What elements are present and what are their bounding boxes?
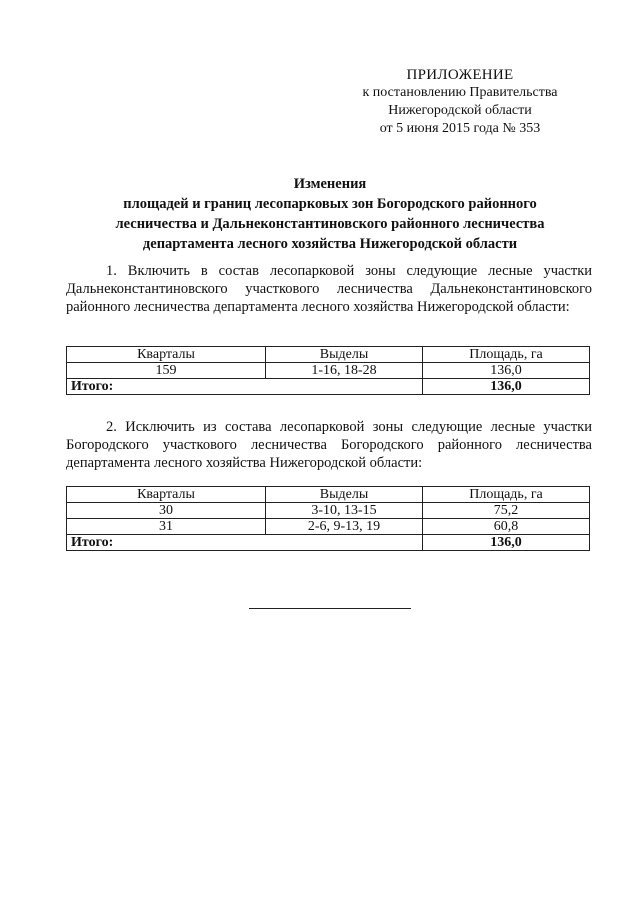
total-label: Итого: bbox=[67, 379, 423, 395]
table-header-row bbox=[67, 347, 590, 363]
total-value: 136,0 bbox=[423, 535, 590, 551]
section-1-text: 1. Включить в состав лесопарковой зоны следующие лесные участки Дальнеконстантиновского участкового лесничества Дальнеконстантиновского районного лесничества департамента лесного хозяйства Нижегородской области: bbox=[66, 263, 592, 315]
table-row bbox=[67, 363, 590, 379]
title-line-1: Изменения bbox=[293, 176, 367, 192]
document-title bbox=[70, 174, 590, 254]
title-line-2: площадей и границ лесопарковых зон Богородского районного bbox=[123, 196, 537, 212]
title-line-3: лесничества и Дальнеконстантиновского районного лесничества bbox=[115, 216, 545, 232]
header-vydely: Выделы bbox=[266, 347, 423, 363]
appendix-line-2: Нижегородской области bbox=[388, 103, 532, 118]
appendix-heading: ПРИЛОЖЕНИЕ bbox=[406, 67, 514, 83]
table-include bbox=[66, 346, 590, 395]
cell-vydely: 1-16, 18-28 bbox=[266, 363, 423, 379]
cell-kvartal: 159 bbox=[67, 363, 266, 379]
table-exclude bbox=[66, 486, 590, 551]
section-2-text: 2. Исключить из состава лесопарковой зоны следующие лесные участки Богородского участкового лесничества Богородского районного лесничества департамента лесного хозяйства Нижегородской области: bbox=[66, 419, 592, 471]
total-label: Итого: bbox=[67, 535, 423, 551]
table-row bbox=[67, 503, 590, 519]
cell-kvartal: 31 bbox=[67, 519, 266, 535]
table-header-row bbox=[67, 487, 590, 503]
appendix-block bbox=[340, 66, 580, 138]
total-value: 136,0 bbox=[423, 379, 590, 395]
closing-divider bbox=[249, 608, 411, 609]
header-kvartaly: Кварталы bbox=[67, 487, 266, 503]
cell-kvartal: 30 bbox=[67, 503, 266, 519]
cell-area: 75,2 bbox=[423, 503, 590, 519]
header-kvartaly: Кварталы bbox=[67, 347, 266, 363]
table-total-row bbox=[67, 535, 590, 551]
appendix-line-3: от 5 июня 2015 года № 353 bbox=[379, 121, 541, 136]
cell-vydely: 3-10, 13-15 bbox=[266, 503, 423, 519]
table-row bbox=[67, 519, 590, 535]
title-line-4: департамента лесного хозяйства Нижегородской области bbox=[142, 236, 518, 252]
header-area: Площадь, га bbox=[423, 347, 590, 363]
table-total-row bbox=[67, 379, 590, 395]
header-vydely: Выделы bbox=[266, 487, 423, 503]
appendix-line-1: к постановлению Правительства bbox=[362, 85, 558, 100]
cell-area: 60,8 bbox=[423, 519, 590, 535]
cell-vydely: 2-6, 9-13, 19 bbox=[266, 519, 423, 535]
header-area: Площадь, га bbox=[423, 487, 590, 503]
cell-area: 136,0 bbox=[423, 363, 590, 379]
